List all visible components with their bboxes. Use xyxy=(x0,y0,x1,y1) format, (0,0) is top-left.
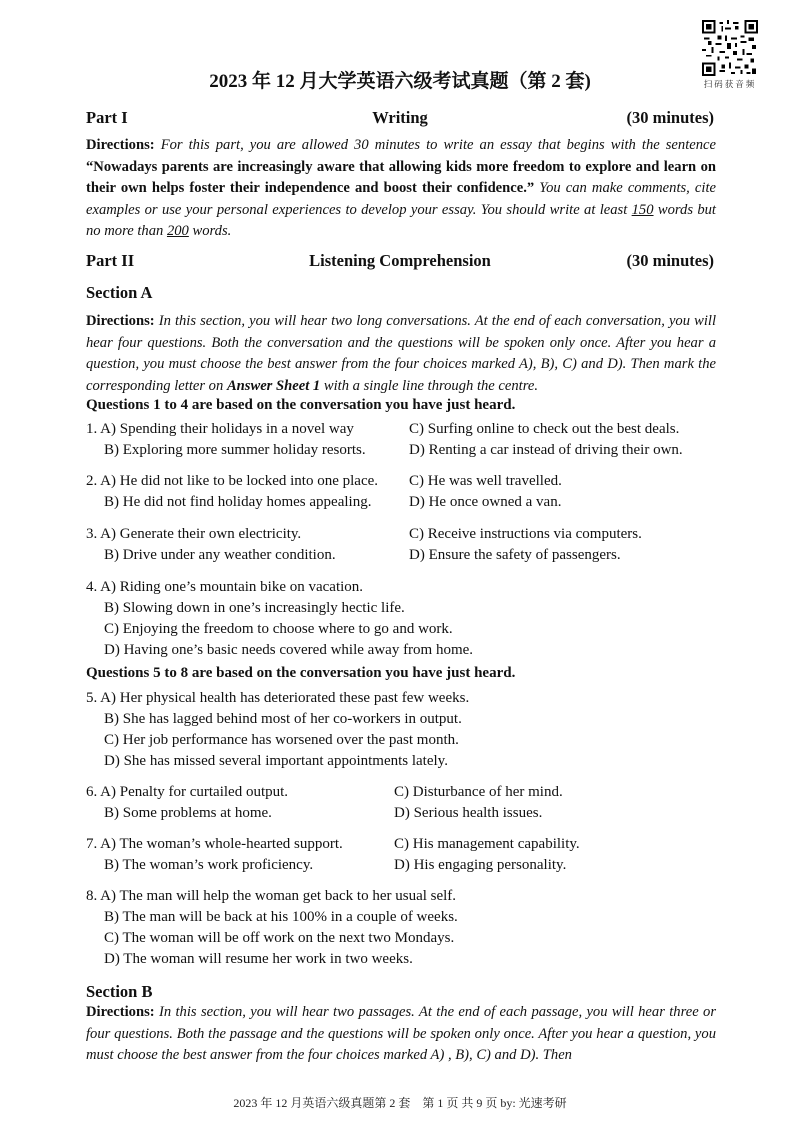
q8-option-b: B) The man will be back at his 100% in a couple of weeks. xyxy=(104,909,458,925)
part1-time: (30 minutes) xyxy=(626,108,714,127)
part1-name: Writing xyxy=(372,108,428,127)
q4-option-b: B) Slowing down in one’s increasingly hectic life. xyxy=(104,600,405,616)
q5-option-b: B) She has lagged behind most of her co-workers in output. xyxy=(104,711,462,727)
directions-label: Directions: xyxy=(86,137,155,153)
q7-option-a: 7. A) The woman’s whole-hearted support. xyxy=(86,836,343,852)
q7-option-c: C) His management capability. xyxy=(394,836,580,852)
part2-time: (30 minutes) xyxy=(626,251,714,270)
q4-option-c: C) Enjoying the freedom to choose where to go and work. xyxy=(104,621,453,637)
q6-option-a: 6. A) Penalty for curtailed output. xyxy=(86,784,289,800)
q3-option-b: B) Drive under any weather condition. xyxy=(104,547,336,563)
qr-caption: 扫码获音频 xyxy=(703,80,757,90)
q6-option-b: B) Some problems at home. xyxy=(104,805,272,821)
q2-option-a: 2. A) He did not like to be locked into one place. xyxy=(86,473,379,489)
q3-option-d: D) Ensure the safety of passengers. xyxy=(409,547,621,563)
q5-option-d: D) She has missed several important appointments lately. xyxy=(104,753,448,769)
section-b-directions: Directions: In this section, you will hear two passages. At the end of each passage, you will hear three or four questions. Both the passage and the questions will be spoken only once. After you hear a question, you must choose the best answer from the four choices marked A) , B), C) and D). Then xyxy=(86,1004,716,1064)
q6-option-c: C) Disturbance of her mind. xyxy=(394,784,563,800)
q4-option-d: D) Having one’s basic needs covered while away from home. xyxy=(104,642,474,658)
page-footer: 2023 年 12 月英语六级真题第 2 套 第 1 页 共 9 页 by: 光速考研 xyxy=(233,1096,567,1110)
part1-directions: Directions: For this part, you are allowed 30 minutes to write an essay that begins with the sentence “Nowadays parents are increasingly aware that allowing kids more freedom to explore and learn on their own helps foster their independence and boost their confidence.” You can make comments, cite examples or use your personal experiences to develop your essay. You should write at least 150 words but no more than 200 words. xyxy=(86,137,716,240)
q5-option-c: C) Her job performance has worsened over the past month. xyxy=(104,732,459,748)
max-words: 200 xyxy=(166,223,189,240)
q8-option-c: C) The woman will be off work on the next two Mondays. xyxy=(104,930,455,946)
q1-option-d: D) Renting a car instead of driving their own. xyxy=(409,442,683,458)
answer-sheet-ref: Answer Sheet 1 xyxy=(226,377,321,394)
part1-label: Part I xyxy=(86,108,128,127)
part2-header xyxy=(86,251,714,273)
min-words: 150 xyxy=(631,201,654,218)
q6-option-d: D) Serious health issues. xyxy=(394,805,543,821)
part2-name: Listening Comprehension xyxy=(309,251,491,270)
question-group-heading: Questions 5 to 8 are based on the conversation you have just heard. xyxy=(86,665,516,681)
q8-option-d: D) The woman will resume her work in two weeks. xyxy=(104,951,413,967)
q4-option-a: 4. A) Riding one’s mountain bike on vacation. xyxy=(86,579,364,595)
q1-option-a: 1. A) Spending their holidays in a novel way xyxy=(86,421,354,437)
q5-option-a: 5. A) Her physical health has deteriorated these past few weeks. xyxy=(86,690,470,706)
q2-option-b: B) He did not find holiday homes appealing. xyxy=(104,494,372,510)
q1-option-b: B) Exploring more summer holiday resorts. xyxy=(104,442,366,458)
q2-option-c: C) He was well travelled. xyxy=(409,473,562,489)
q1-option-c: C) Surfing online to check out the best deals. xyxy=(409,421,680,437)
q2-option-d: D) He once owned a van. xyxy=(409,494,562,510)
part2-label: Part II xyxy=(86,251,135,270)
exam-title: 2023 年 12 月大学英语六级考试真题（第 2 套) xyxy=(209,71,591,92)
essay-prompt: “Nowadays parents are increasingly aware that allowing kids more freedom to explore and learn on their own helps foster their independence and boost their confidence.” xyxy=(86,158,716,197)
section-a-directions: Directions: In this section, you will hear two long conversations. At the end of each conversation, you will hear four questions. Both the conversation and the questions will be spoken only once. After you hear a question, you must choose the best answer from the four choices marked A), B), C) and D). Then mark the corresponding letter on Answer Sheet 1 with a single line through the centre. xyxy=(86,313,716,394)
q7-option-d: D) His engaging personality. xyxy=(394,857,567,873)
q3-option-c: C) Receive instructions via computers. xyxy=(409,526,642,542)
section-a-heading: Section A xyxy=(86,283,153,302)
part1-header xyxy=(86,108,714,130)
q3-option-a: 3. A) Generate their own electricity. xyxy=(86,526,302,542)
q7-option-b: B) The woman’s work proficiency. xyxy=(104,857,314,873)
question-group-heading: Questions 1 to 4 are based on the conversation you have just heard. xyxy=(86,397,516,413)
q8-option-a: 8. A) The man will help the woman get back to her usual self. xyxy=(86,888,457,904)
section-b-heading: Section B xyxy=(86,982,153,1001)
